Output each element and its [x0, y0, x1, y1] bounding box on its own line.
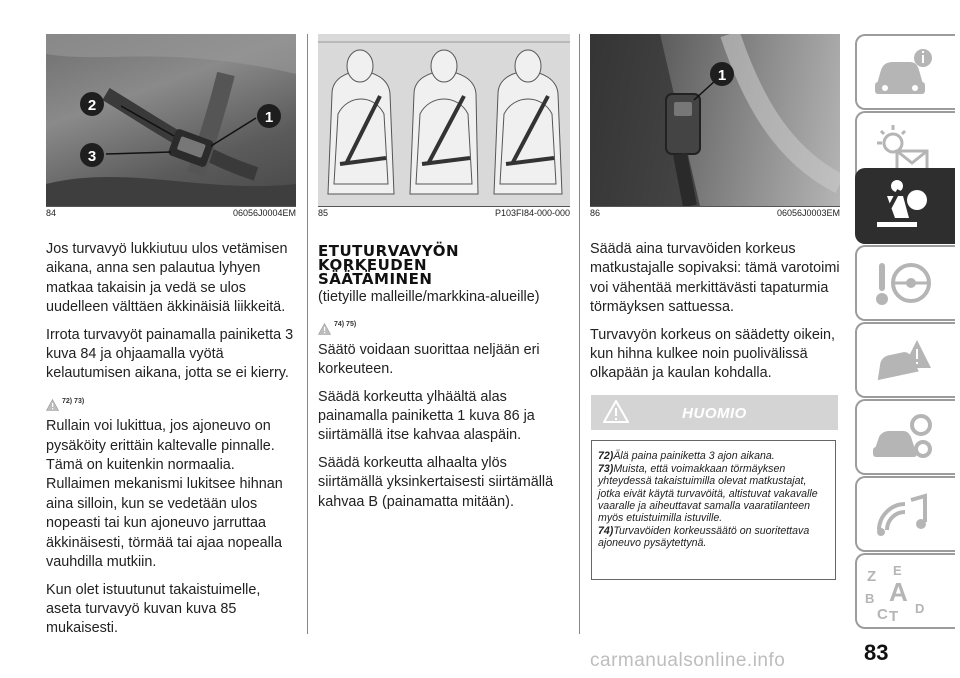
warning-notes	[591, 440, 836, 580]
emergency-icon	[871, 332, 935, 390]
warning-reference-numbers: 74) 75)	[334, 321, 357, 329]
index-letter: T	[889, 608, 899, 623]
sidebar-tab-maintenance[interactable]	[855, 399, 955, 475]
multimedia-icon	[871, 486, 935, 544]
figure-code: 06056J0003EM	[776, 208, 840, 218]
warning-title: HUOMIO	[682, 405, 747, 422]
column-divider	[307, 34, 308, 634]
belt-height-adjuster-illustration	[590, 34, 840, 206]
sidebar-tab-index[interactable]	[855, 553, 955, 629]
callout-1: 1	[717, 67, 727, 84]
warning-triangle-icon	[46, 399, 59, 411]
figure-84-caption	[46, 208, 296, 222]
index-letter: E	[893, 563, 902, 578]
warning-banner	[591, 395, 838, 430]
callout-2: 2	[87, 97, 97, 114]
sidebar-tab-emergency[interactable]	[855, 322, 955, 398]
car-info-icon	[871, 44, 935, 102]
figure-number: 86	[590, 208, 601, 218]
index-letter: A	[889, 577, 908, 607]
watermark: carmanualsonline.info	[590, 650, 786, 671]
sidebar-tab-multimedia[interactable]	[855, 476, 955, 552]
warning-reference-numbers: 72) 73)	[62, 397, 85, 405]
index-letter: C	[877, 606, 888, 623]
page-number: 83	[864, 640, 889, 665]
paragraph: Säädä korkeutta alhaalta ylös siirtämällä yksinkertaisesti siirtämällä kahvaa B (painamatta mitään).	[318, 454, 554, 510]
callout-3: 3	[87, 148, 97, 165]
paragraph: Säädä aina turvavöiden korkeus matkustajalle sopivaksi: tämä varotoimi voi vähentää merkittävästi tapaturmia törmäyksen sattuessa.	[590, 241, 840, 316]
column-1	[46, 240, 298, 647]
paragraph: Irrota turvavyöt painamalla painiketta 3 kuva 84 ja ohjaamalla vyötä kelautumisen aikana, jotta se ei kierry.	[46, 326, 294, 382]
paragraph: Rullain voi lukittua, jos ajoneuvo on pysäköity erittäin kaltevalle pinnalle. Tämä on kuitenkin normaalia. Rullaimen mekanismi lukitsee hihnan aina silloin, kun se vedetään ulos nopeasti tai kun ajoneuvo jarruttaa äkkinäisesti, törmää tai ajaa nopealla vauhdilla mutkiin.	[46, 418, 283, 571]
note-item: 74)Turvavöiden korkeussäätö on suoritettava ajoneuvo pysäytettynä.	[598, 525, 810, 550]
paragraph: Säätö voidaan suorittaa neljään eri korkeuteen.	[318, 341, 540, 378]
index-icon	[863, 561, 937, 623]
figure-85-caption	[318, 208, 570, 222]
figure-86-caption	[590, 208, 840, 222]
section-heading: ETUTURVAVYÖN KORKEUDEN SÄÄTÄMINEN	[318, 242, 460, 288]
figure-number: 84	[46, 208, 57, 218]
figure-84-rule	[46, 206, 296, 207]
paragraph: Turvavyön korkeus on säädetty oikein, kun hihna kulkee noin puolivälissä olkapään ja kaulan kohdalla.	[590, 326, 836, 382]
sidebar-tab-car-info[interactable]	[855, 34, 955, 110]
sidebar-tab-seatbelt-airbag[interactable]	[855, 168, 955, 244]
warning-reference	[318, 315, 572, 334]
maintenance-icon	[871, 409, 935, 467]
seatbelt-airbag-icon	[869, 176, 933, 234]
starting-driving-icon	[871, 255, 935, 313]
index-letter: D	[915, 601, 925, 616]
figure-86-rule	[590, 206, 840, 207]
figure-84-photo	[46, 34, 296, 206]
note-item: 72)Älä paina painiketta 3 ajon aikana.	[598, 450, 775, 462]
paragraph: Jos turvavyö lukkiutuu ulos vetämisen aikana, anna sen palautua lyhyen matkaa takaisin ja vedä se ulos uudelleen välttäen äkkinäisiä liikkeitä.	[46, 241, 288, 316]
column-2	[318, 244, 572, 520]
figure-85-drawing	[318, 34, 570, 206]
callout-1: 1	[264, 109, 274, 126]
paragraph: Säädä korkeutta ylhäältä alas painamalla painiketta 1 kuva 86 ja siirtämällä itse kahvaa alaspäin.	[318, 388, 535, 444]
warning-reference	[46, 392, 298, 411]
index-letter: Z	[867, 568, 877, 585]
figure-85-rule	[318, 206, 570, 207]
index-letter: B	[865, 591, 875, 606]
paragraph: Kun olet istuutunut takaistuimelle, aseta turvavyö kuvan kuva 85 mukaisesti.	[46, 581, 261, 637]
rear-seats-illustration	[318, 34, 570, 206]
section-subheading: (tietyille malleille/markkina-alueille)	[318, 289, 540, 305]
column-3	[590, 240, 840, 392]
warning-triangle-icon	[318, 323, 331, 335]
figure-code: P103FI84-000-000	[494, 208, 570, 218]
figure-number: 85	[318, 208, 329, 218]
belt-buckle-illustration	[46, 34, 296, 206]
figure-86-photo	[590, 34, 840, 206]
sidebar-tab-starting-driving[interactable]	[855, 245, 955, 321]
note-item: 73)Muista, että voimakkaan törmäyksen yhteydessä takaistuimilla olevat matkustajat, jotka eivät käytä turvavöitä, altistuvat vakavalle vaaralle ja aiheuttavat samalla vaaratilanteen myös etuistuimilla istuville.	[598, 463, 818, 525]
figure-code: 06056J0004EM	[232, 208, 296, 218]
column-divider	[579, 34, 580, 634]
